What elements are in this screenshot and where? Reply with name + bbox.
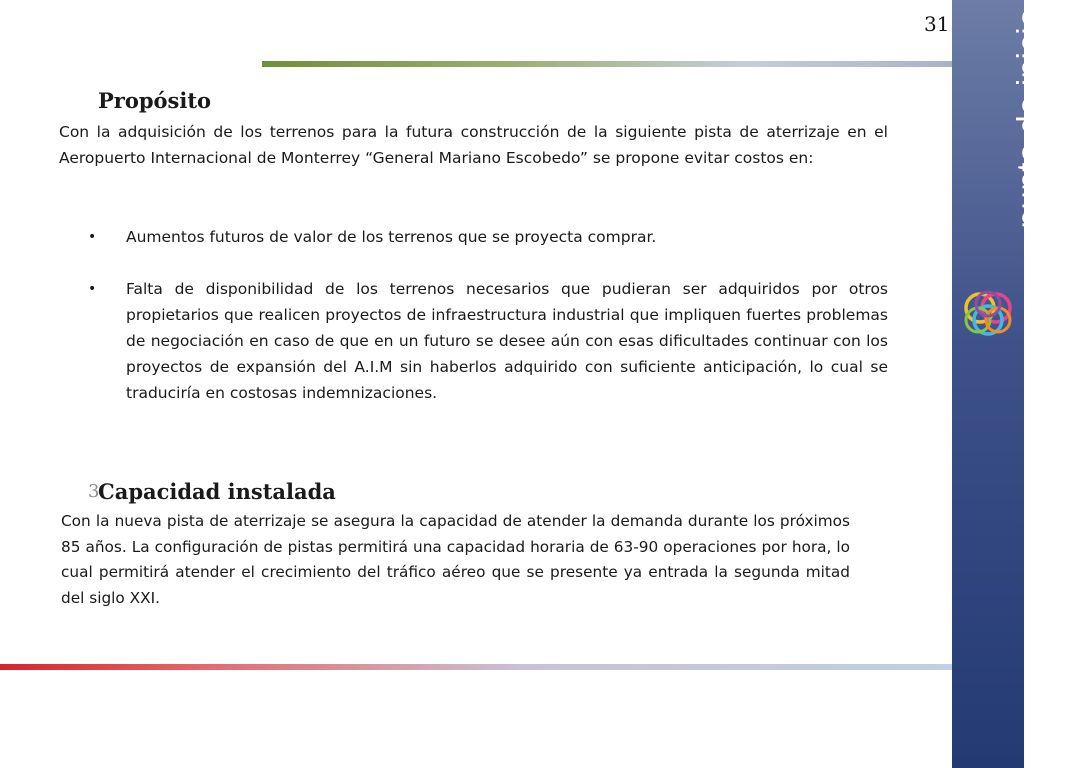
list-item [88,276,888,436]
capacidad-paragraph: Con la nueva pista de aterrizaje se asegura la capacidad de atender la demanda durante los próximos 85 años. La configuración de pistas permitirá una capacidad horaria de 63-90 operaciones por hora, lo cual permitirá atender el crecimiento del tráfico aéreo que se presente ya entrada la segunda mitad del siglo XXI. [61,512,850,607]
proposito-paragraph: Con la adquisición de los terrenos para la futura construcción de la siguiente pista de aterrizaje en el Aeropuerto Internacional de Monterrey “General Mariano Escobedo” se propone evitar costos en: [59,123,888,167]
bullet-text: Falta de disponibilidad de los terrenos necesarios que pudieran ser adquiridos por otros propietarios que realicen proyectos de infraestructura industrial que impliquen fuertes problemas de negociación en caso de que en un futuro se desee aún con esas dificultades continuar con los proyectos de expansión del A.I.M sin haberlos adquirido con suficiente anticipación, lo cual se traduciría en costosas indemnizaciones. [126,280,888,402]
bullet-icon: • [88,229,97,245]
top-divider [262,61,952,67]
list-item [88,224,888,250]
brand-name: punto de inicio [1010,8,1047,229]
rainbow-rings-logo-icon [956,282,1020,346]
brand-sidebar [952,0,1068,768]
brand-tagline-line1: evaluación económica y financiera [1046,16,1057,169]
brand-text [1012,8,1068,290]
bottom-divider [0,664,952,670]
page-number: 31 [924,12,950,36]
bullet-icon: • [88,281,97,297]
heading-capacidad: Capacidad instalada [98,479,336,504]
bullet-text: Aumentos futuros de valor de los terrenos que se proyecta comprar. [126,228,657,246]
brand-tagline-line2: de proyectos de inversión [1057,16,1068,130]
heading-proposito: Propósito [98,88,212,113]
stray-mark: 3 [88,481,100,502]
